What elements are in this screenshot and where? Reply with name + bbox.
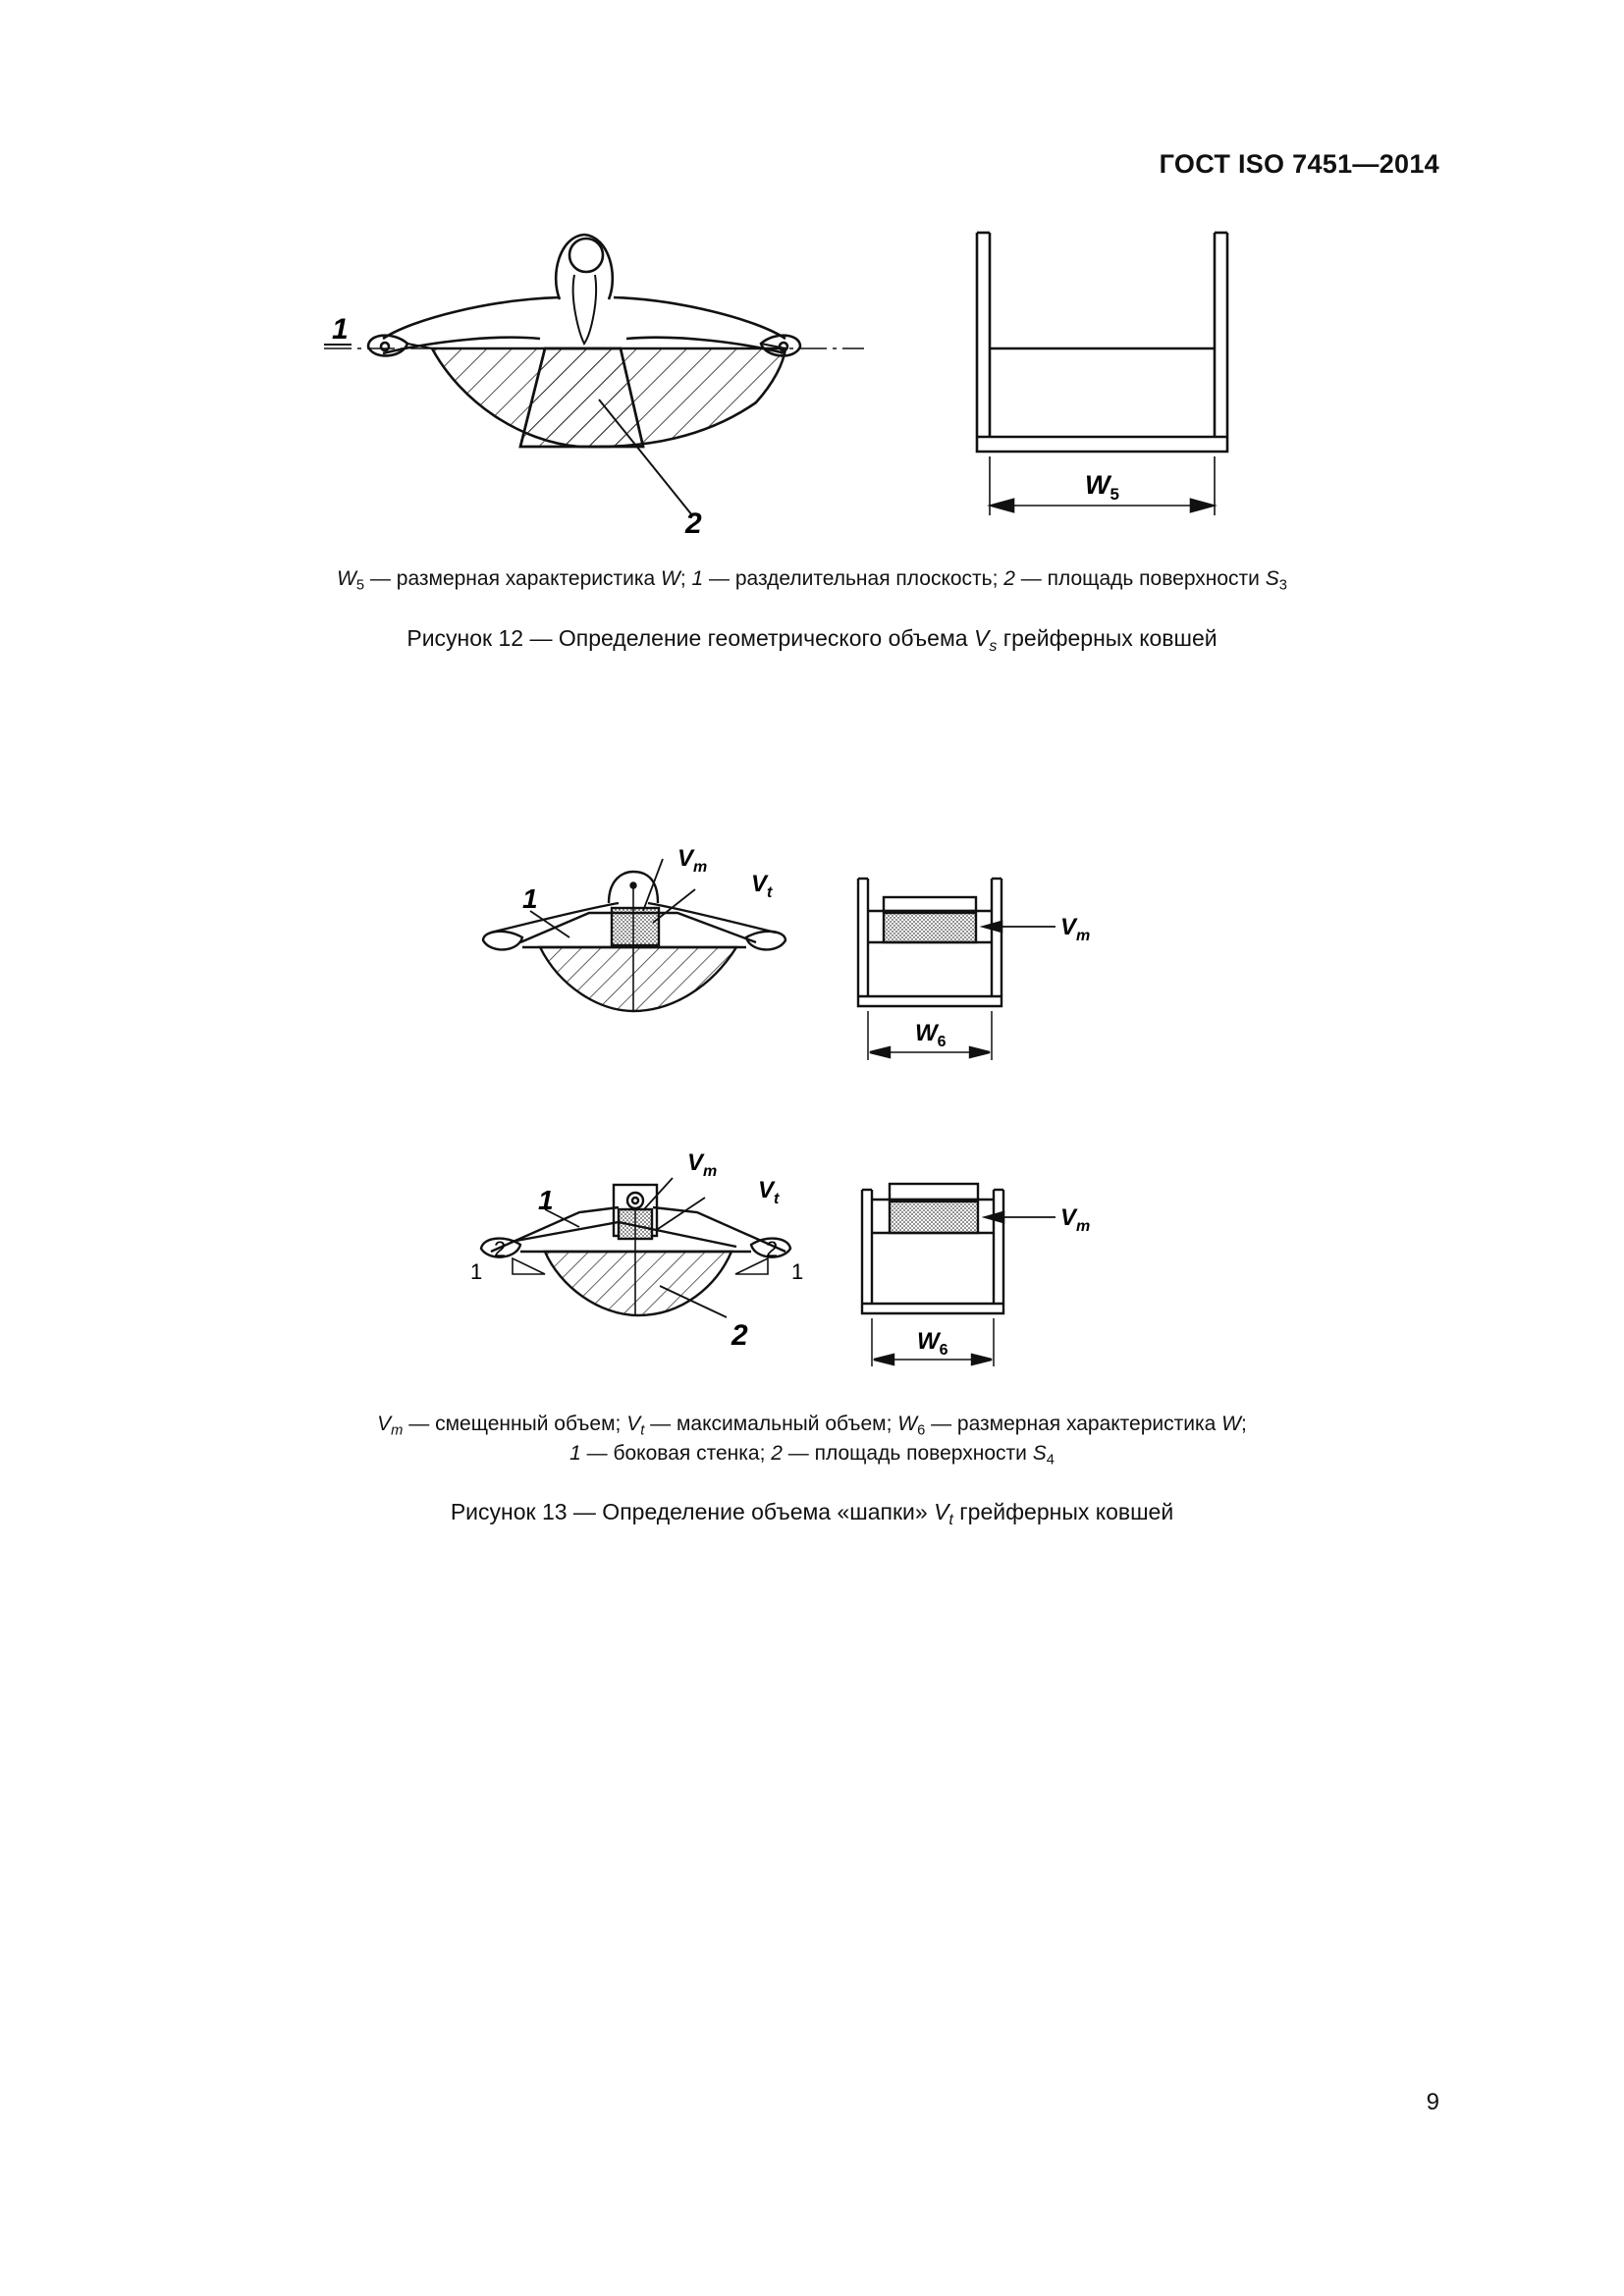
- figure-12-caption: Рисунок 12 — Определение геометрического объема $V_s$ грейферных ковшей: [406, 625, 1218, 655]
- label-vm-bottom-right: $V_m$: [1060, 1204, 1091, 1235]
- slope-right-numerator: 2: [766, 1237, 779, 1261]
- label-vm-bottom-left: $V_m$: [687, 1149, 718, 1180]
- label-vm-top-left: $V_m$: [677, 845, 708, 876]
- bucket-top-front-view: [858, 879, 1056, 1060]
- slope-right-denominator: 1: [791, 1259, 804, 1284]
- label-area-s4: 2: [731, 1319, 748, 1352]
- slope-left-denominator: 1: [470, 1259, 483, 1284]
- label-w6-top: $W_6$: [915, 1020, 947, 1050]
- figure-13-drawing: [452, 825, 1139, 1374]
- figure-13-legend-line-1: $V_m$ — смещенный объем; $V_t$ — максимальный объем; $W_6$ — размерная характеристика W;: [377, 1413, 1247, 1439]
- label-vt-bottom-left: $V_t$: [758, 1177, 780, 1207]
- grab-bucket-side-view: [324, 235, 864, 515]
- label-side-wall-bottom: 1: [538, 1185, 554, 1215]
- figure-13-caption: Рисунок 13 — Определение объема «шапки» $V_t$ грейферных ковшей: [450, 1499, 1174, 1528]
- label-width-w5: $W_5$: [1085, 470, 1119, 504]
- figure-13-legend-line-2: 1 — боковая стенка; 2 — площадь поверхности $S_4$: [569, 1442, 1055, 1468]
- label-parting-plane: 1: [332, 313, 349, 346]
- bucket-bottom-front-view: [862, 1184, 1056, 1366]
- bucket-bottom-side-view: [481, 1178, 790, 1317]
- label-vm-top-right: $V_m$: [1060, 914, 1091, 944]
- document-id: ГОСТ ISO 7451—2014: [1159, 149, 1439, 179]
- label-side-wall-top: 1: [522, 883, 538, 914]
- bucket-top-side-view: [483, 859, 785, 1011]
- page-number: 9: [1426, 2089, 1439, 2115]
- label-w6-bottom: $W_6$: [917, 1328, 948, 1359]
- label-vt-top-left: $V_t$: [751, 871, 773, 901]
- slope-left-numerator: 2: [494, 1237, 507, 1261]
- label-area-s3: 2: [685, 507, 702, 540]
- figure-12-drawing: [314, 221, 1257, 545]
- figure-12-legend: $W_5$ — размерная характеристика W; 1 — разделительная плоскость; 2 — площадь поверхности $S_3$: [337, 567, 1287, 594]
